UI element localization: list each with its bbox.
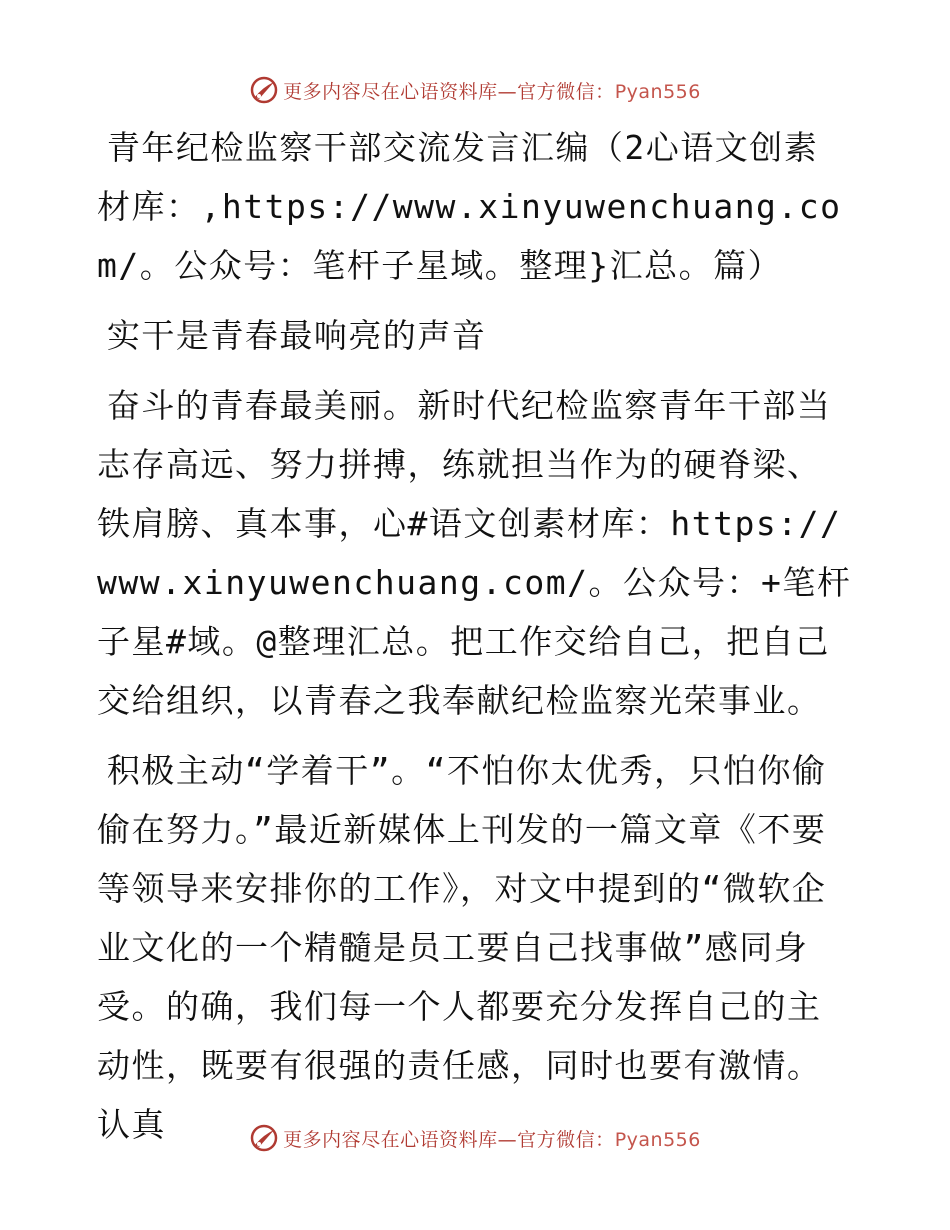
section-heading: 实干是青春最响亮的声音 xyxy=(106,316,487,355)
body-paragraph: 积极主动“学着干”。“不怕你太优秀，只怕你偷偷在努力。”最近新媒体上刊发的一篇文章《不要等领导来安排你的工作》，对文中提到的“微软企业文化的一个精髓是员工要自己找事做”感同身受。的确，我们每一个人都要充分发挥自己的主动性，既要有很强的责任感，同时也要有激情。认真 xyxy=(97,751,827,1144)
body-paragraph: 奋斗的青春最美丽。新时代纪检监察青年干部当志存高远、努力拼搏，练就担当作为的硬脊梁、铁肩膀、真本事，心#语文创素材库：https://www.xinyuwenchuang.com/。公众号：+笔杆子星#域。@整理汇总。把工作交给自己，把自己交给组织，以青春之我奉献纪检监察光荣事业。 xyxy=(97,386,852,720)
banner-account: Pyan556 xyxy=(614,1128,701,1151)
banner-text xyxy=(283,77,701,104)
banner-separator: — xyxy=(497,80,518,103)
brush-logo-icon xyxy=(249,1123,279,1153)
banner-text xyxy=(283,1125,701,1152)
banner-label: 官方微信： xyxy=(517,1128,615,1151)
brush-logo-icon xyxy=(249,75,279,105)
document-body xyxy=(97,118,852,1165)
footer-banner xyxy=(0,1118,950,1158)
document-title: 青年纪检监察干部交流发言汇编（2心语文创素材库：,https://www.xinyuwenchuang.com/。公众号：笔杆子星域。整理}汇总。篇） xyxy=(97,128,842,285)
banner-separator: — xyxy=(497,1128,518,1151)
header-banner xyxy=(0,70,950,110)
banner-main-text: 更多内容尽在心语资料库 xyxy=(283,80,498,103)
banner-main-text: 更多内容尽在心语资料库 xyxy=(283,1128,498,1151)
banner-account: Pyan556 xyxy=(614,80,701,103)
banner-label: 官方微信： xyxy=(517,80,615,103)
